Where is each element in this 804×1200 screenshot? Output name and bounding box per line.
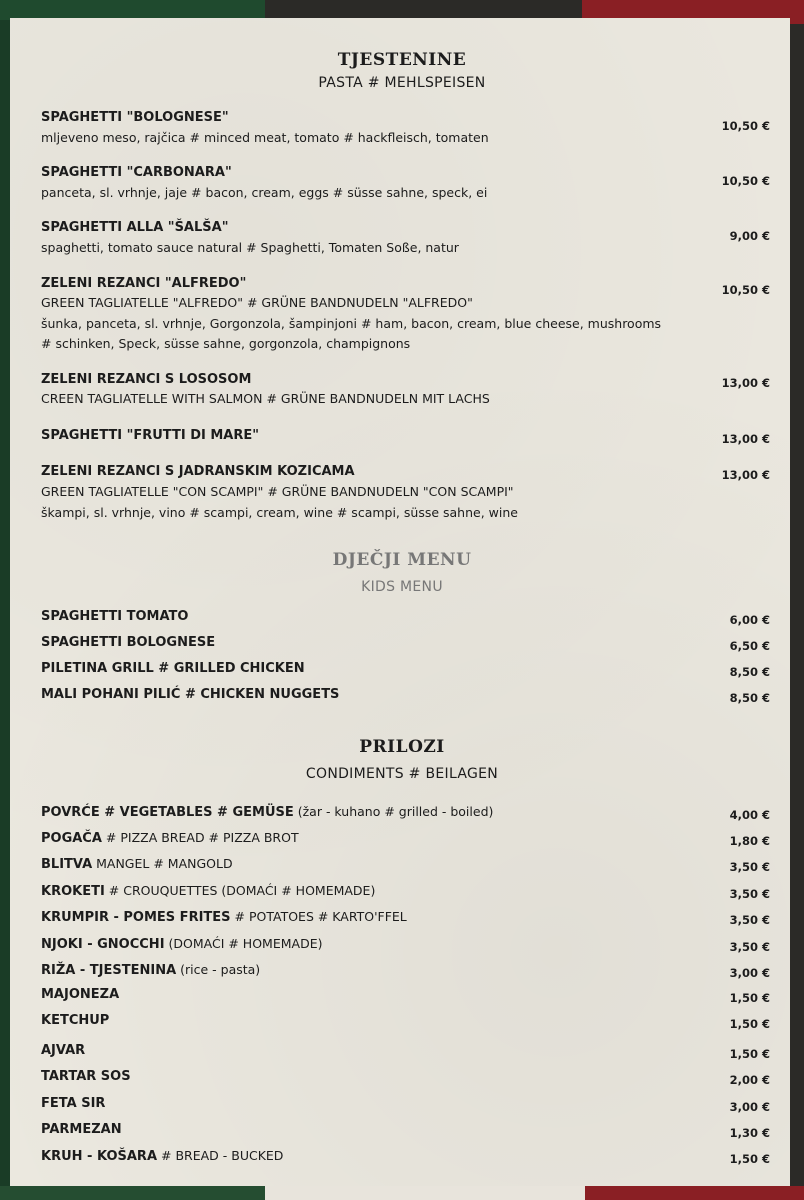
menu-item-price: 1,50 €	[729, 991, 770, 1005]
menu-item-price: 13,00 €	[721, 468, 770, 482]
menu-item-price: 13,00 €	[721, 376, 770, 390]
side-item-extra: # PIZZA BREAD # PIZZA BROT	[105, 830, 299, 845]
flag-stripe-green-bottom	[0, 1186, 265, 1200]
side-item-name: AJVAR	[41, 1043, 86, 1058]
side-item-extra: # CROUQUETTES (DOMAĆI # HOMEMADE)	[108, 883, 376, 898]
menu-item-price: 8,50 €	[729, 665, 770, 679]
menu-item-description: spaghetti, tomato sauce natural # Spaghetti, Tomaten Soße, natur	[41, 240, 459, 255]
flag-stripe-green-left	[0, 0, 10, 1200]
menu-item-name: SPAGHETTI TOMATO	[41, 609, 189, 624]
menu-item-description: šunka, panceta, sl. vrhnje, Gorgonzola, šampinjoni # ham, bacon, cream, blue cheese, mushrooms	[41, 316, 662, 331]
side-item	[41, 962, 260, 979]
menu-item-name: SPAGHETTI BOLOGNESE	[41, 635, 216, 650]
menu-item-price: 10,50 €	[721, 283, 770, 297]
side-item-name: KETCHUP	[41, 1013, 110, 1028]
side-item-name: TARTAR SOS	[41, 1069, 131, 1084]
menu-item-price: 1,80 €	[729, 834, 770, 848]
menu-item-name: ZELENI REZANCI S LOSOSOM	[41, 372, 252, 387]
menu-item-price: 4,00 €	[729, 808, 770, 822]
flag-stripe-white-bottom	[265, 1186, 585, 1200]
menu-item-name: ZELENI REZANCI S JADRANSKIM KOZICAMA	[41, 464, 355, 479]
menu-item-price: 10,50 €	[721, 174, 770, 188]
menu-item-price: 10,50 €	[721, 119, 770, 133]
menu-item-name: MALI POHANI PILIĆ # CHICKEN NUGGETS	[41, 687, 340, 702]
menu-item-price: 3,00 €	[729, 966, 770, 980]
side-item-extra: (DOMAĆI # HOMEMADE)	[168, 936, 323, 951]
menu-item-price: 3,50 €	[729, 940, 770, 954]
flag-stripe-red-bottom	[585, 1186, 804, 1200]
menu-item-price: 1,50 €	[729, 1047, 770, 1061]
menu-item-description: panceta, sl. vrhnje, jaje # bacon, cream, eggs # süsse sahne, speck, ei	[41, 185, 488, 200]
side-item-extra: # BREAD - BUCKED	[161, 1148, 284, 1163]
pasta-section-title: TJESTENINE	[337, 50, 467, 70]
side-item	[41, 804, 493, 821]
side-item	[41, 830, 299, 847]
menu-item-price: 8,50 €	[729, 691, 770, 705]
side-item-extra: (rice - pasta)	[180, 962, 261, 977]
menu-item-name: SPAGHETTI ALLA "ŠALŠA"	[41, 220, 229, 235]
side-item-name: KROKETI	[41, 884, 105, 899]
side-item-name: POGAČA	[41, 831, 102, 846]
menu-item-name: ZELENI REZANCI "ALFREDO"	[41, 276, 247, 291]
menu-item-name: PILETINA GRILL # GRILLED CHICKEN	[41, 661, 305, 676]
side-item-extra: (žar - kuhano # grilled - boiled)	[297, 804, 494, 819]
side-item-name: PARMEZAN	[41, 1122, 122, 1137]
menu-item-price: 13,00 €	[721, 432, 770, 446]
side-item	[41, 1148, 283, 1165]
menu-item-price: 1,50 €	[729, 1152, 770, 1166]
menu-item-description: škampi, sl. vrhnje, vino # scampi, cream, wine # scampi, süsse sahne, wine	[41, 505, 518, 520]
menu-item-description: GREEN TAGLIATELLE "ALFREDO" # GRÜNE BANDNUDELN "ALFREDO"	[41, 295, 473, 310]
flag-stripe-green	[0, 0, 265, 20]
side-item	[41, 909, 407, 926]
menu-item-price: 2,00 €	[729, 1073, 770, 1087]
menu-item-price: 1,30 €	[729, 1126, 770, 1140]
menu-item-name: SPAGHETTI "CARBONARA"	[41, 165, 232, 180]
side-item-name: BLITVA	[41, 857, 93, 872]
menu-item-price: 3,50 €	[729, 913, 770, 927]
menu-item-price: 3,50 €	[729, 887, 770, 901]
pasta-section-subtitle: PASTA # MEHLSPEISEN	[318, 75, 486, 91]
side-item-name: FETA SIR	[41, 1096, 106, 1111]
side-item	[41, 936, 322, 953]
side-item-name: KRUMPIR - POMES FRITES	[41, 910, 231, 925]
side-item	[41, 856, 233, 873]
side-item-name: POVRĆE # VEGETABLES # GEMÜSE	[41, 805, 294, 820]
menu-item-name: SPAGHETTI "BOLOGNESE"	[41, 110, 229, 125]
menu-item-description: # schinken, Speck, süsse sahne, gorgonzola, champignons	[41, 336, 411, 351]
side-item-extra: # POTATOES # KARTO'FFEL	[234, 909, 407, 924]
menu-item-price: 1,50 €	[729, 1017, 770, 1031]
menu-item-description: GREEN TAGLIATELLE "CON SCAMPI" # GRÜNE BANDNUDELN "CON SCAMPI"	[41, 484, 514, 499]
menu-item-description: CREEN TAGLIATELLE WITH SALMON # GRÜNE BANDNUDELN MIT LACHS	[41, 391, 490, 406]
sides-section-subtitle: CONDIMENTS # BEILAGEN	[305, 766, 499, 782]
menu-item-price: 3,50 €	[729, 860, 770, 874]
menu-item-description: mljeveno meso, rajčica # minced meat, tomato # hackfleisch, tomaten	[41, 130, 489, 145]
side-item	[41, 883, 375, 900]
side-item-name: RIŽA - TJESTENINA	[41, 963, 177, 978]
menu-item-name: SPAGHETTI "FRUTTI DI MARE"	[41, 428, 260, 443]
side-item-name: KRUH - KOŠARA	[41, 1149, 158, 1164]
menu-item-price: 6,50 €	[729, 639, 770, 653]
side-item-name: MAJONEZA	[41, 987, 120, 1002]
kids-section-subtitle: KIDS MENU	[361, 579, 443, 595]
side-item-name: NJOKI - GNOCCHI	[41, 937, 165, 952]
menu-item-price: 3,00 €	[729, 1100, 770, 1114]
menu-item-price: 6,00 €	[729, 613, 770, 627]
sides-section-title: PRILOZI	[359, 737, 445, 757]
menu-item-price: 9,00 €	[729, 229, 770, 243]
side-item-extra: MANGEL # MANGOLD	[96, 856, 233, 871]
kids-section-title: DJEČJI MENU	[332, 550, 472, 570]
